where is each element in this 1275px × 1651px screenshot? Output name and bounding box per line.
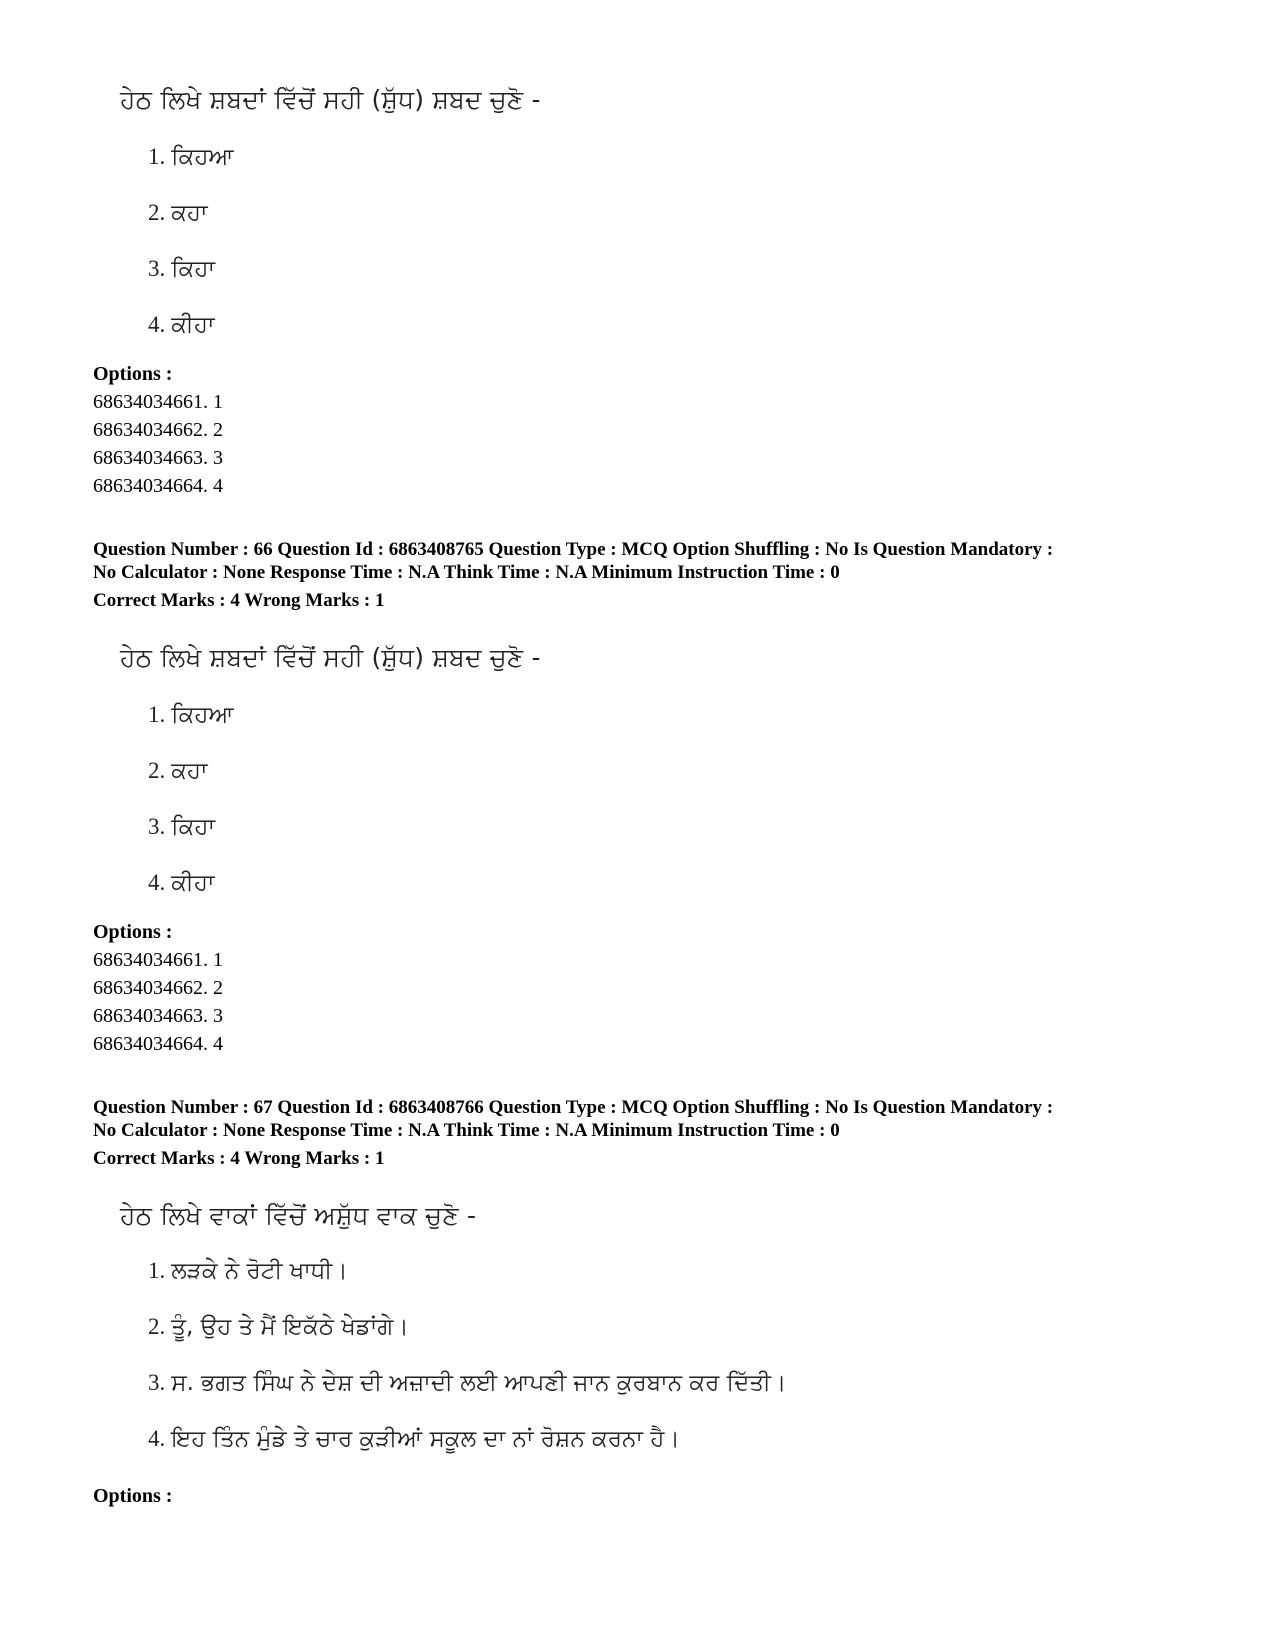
question-prompt: ਹੇਠ ਲਿਖੇ ਵਾਕਾਂ ਵਿੱਚੋਂ ਅਸ਼ੁੱਧ ਵਾਕ ਚੁਣੋ - xyxy=(120,1201,477,1230)
options-heading: Options : xyxy=(93,1485,173,1507)
choice-text: ਕਿਹਆ xyxy=(171,144,234,170)
options-heading: Options : xyxy=(93,363,173,385)
choice-item xyxy=(148,1312,409,1342)
question-marks: Correct Marks : 4 Wrong Marks : 1 xyxy=(93,1148,385,1169)
option-line: 68634034664. 4 xyxy=(93,475,223,497)
choice-number: 1. xyxy=(148,1258,166,1283)
option-line: 68634034662. 2 xyxy=(93,419,223,441)
choice-number: 2. xyxy=(148,200,166,225)
choice-item xyxy=(148,812,215,842)
option-line: 68634034661. 1 xyxy=(93,391,223,413)
option-line: 68634034663. 3 xyxy=(93,1005,223,1027)
choice-text: ਕਿਹਆ xyxy=(171,702,234,728)
choice-item xyxy=(148,198,208,228)
choice-number: 4. xyxy=(148,870,166,895)
question-meta-line-1: Question Number : 66 Question Id : 6863408765 Question Type : MCQ Option Shuffling : No Is Question Mandatory : xyxy=(93,539,1054,560)
choice-text: ਲੜਕੇ ਨੇ ਰੋਟੀ ਖਾਧੀ। xyxy=(171,1258,348,1284)
choice-number: 1. xyxy=(148,702,166,727)
question-marks: Correct Marks : 4 Wrong Marks : 1 xyxy=(93,590,385,611)
choice-number: 3. xyxy=(148,1370,166,1395)
choice-text: ਕਹਾ xyxy=(171,200,208,226)
choice-number: 2. xyxy=(148,758,166,783)
choice-number: 3. xyxy=(148,814,166,839)
choice-item xyxy=(148,142,234,172)
choice-text: ਇਹ ਤਿੰਨ ਮੁੰਡੇ ਤੇ ਚਾਰ ਕੁੜੀਆਂ ਸਕੂਲ ਦਾ ਨਾਂ ਰੋਸ਼ਨ ਕਰਨਾ ਹੈ। xyxy=(171,1426,680,1452)
choice-number: 2. xyxy=(148,1314,166,1339)
question-meta-line-2: No Calculator : None Response Time : N.A Think Time : N.A Minimum Instruction Time : 0 xyxy=(93,562,840,583)
choice-item xyxy=(148,868,215,898)
choice-text: ਕਹਾ xyxy=(171,758,208,784)
question-prompt: ਹੇਠ ਲਿਖੇ ਸ਼ਬਦਾਂ ਵਿੱਚੋਂ ਸਹੀ (ਸ਼ੁੱਧ) ਸ਼ਬਦ ਚੁਣੋ - xyxy=(120,85,541,114)
choice-text: ਕੀਹਾ xyxy=(171,312,215,338)
choice-number: 3. xyxy=(148,256,166,281)
choice-item xyxy=(148,756,208,786)
option-line: 68634034663. 3 xyxy=(93,447,223,469)
option-line: 68634034661. 1 xyxy=(93,949,223,971)
question-meta-line-1: Question Number : 67 Question Id : 6863408766 Question Type : MCQ Option Shuffling : No Is Question Mandatory : xyxy=(93,1097,1054,1118)
choice-item xyxy=(148,700,234,730)
option-line: 68634034662. 2 xyxy=(93,977,223,999)
choice-text: ਤੂੰ, ਉਹ ਤੇ ਮੈਂ ਇਕੱਠੇ ਖੇਡਾਂਗੇ। xyxy=(171,1314,409,1340)
question-meta-line-2: No Calculator : None Response Time : N.A Think Time : N.A Minimum Instruction Time : 0 xyxy=(93,1120,840,1141)
choice-number: 1. xyxy=(148,144,166,169)
choice-text: ਕਿਹਾ xyxy=(171,814,216,840)
choice-text: ਕਿਹਾ xyxy=(171,256,216,282)
choice-item xyxy=(148,1256,348,1286)
choice-text: ਕੀਹਾ xyxy=(171,870,215,896)
choice-item xyxy=(148,254,215,284)
choice-item xyxy=(148,1424,680,1454)
choice-number: 4. xyxy=(148,1426,166,1451)
choice-number: 4. xyxy=(148,312,166,337)
choice-text: ਸ. ਭਗਤ ਸਿੰਘ ਨੇ ਦੇਸ਼ ਦੀ ਅਜ਼ਾਦੀ ਲਈ ਆਪਣੀ ਜਾਨ ਕੁਰਬਾਨ ਕਰ ਦਿੱਤੀ। xyxy=(171,1370,787,1396)
option-line: 68634034664. 4 xyxy=(93,1033,223,1055)
choice-item xyxy=(148,310,215,340)
choice-item xyxy=(148,1368,786,1398)
question-prompt: ਹੇਠ ਲਿਖੇ ਸ਼ਬਦਾਂ ਵਿੱਚੋਂ ਸਹੀ (ਸ਼ੁੱਧ) ਸ਼ਬਦ ਚੁਣੋ - xyxy=(120,643,541,672)
options-heading: Options : xyxy=(93,921,173,943)
